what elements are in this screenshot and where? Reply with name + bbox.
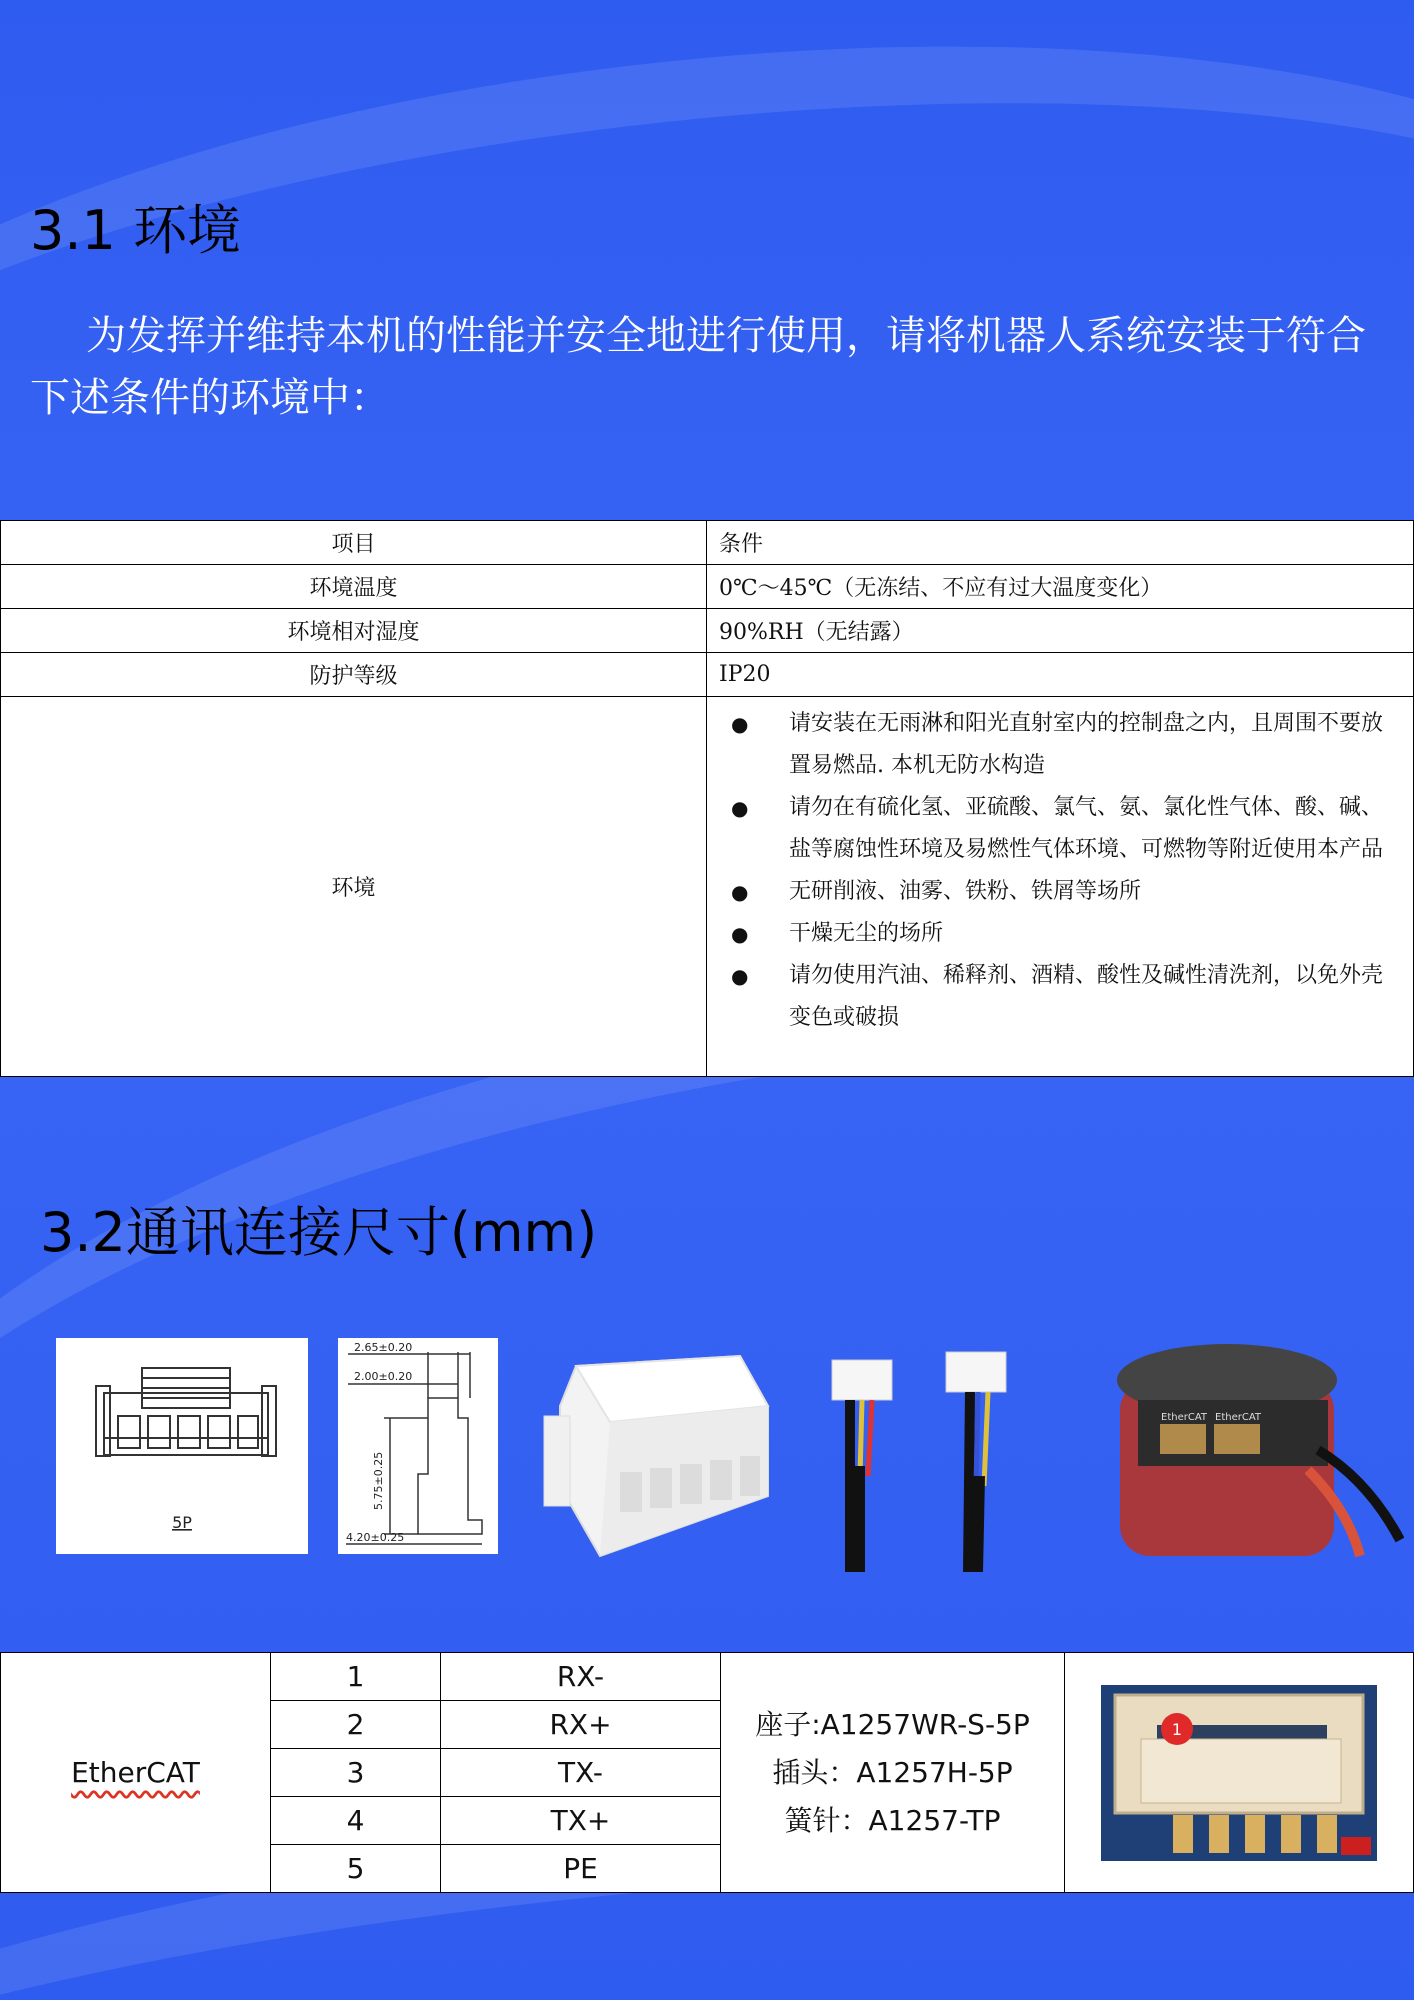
list-item: ● 请勿在有硫化氢、亚硫酸、氯气、氨、氯化性气体、酸、碱、盐等腐蚀性环境及易燃性气体环境、可燃物等附近使用本产品 (719, 787, 1401, 871)
pin-signal: TX- (441, 1749, 721, 1797)
row-condition: 90%RH（无结露） (707, 609, 1414, 653)
dimension-label: 2.65±0.20 (354, 1341, 413, 1354)
pin-part-number: 簧针：A1257-TP (784, 1803, 1001, 1837)
pin-number: 1 (271, 1653, 441, 1701)
connector-side-drawing (338, 1338, 498, 1554)
connector-front-svg (56, 1338, 308, 1554)
pcb-connector-photo (1101, 1685, 1377, 1861)
pin-number: 4 (271, 1797, 441, 1845)
connector-pin-count-label: 5P (172, 1513, 192, 1532)
interface-name-cell (1, 1653, 271, 1893)
pin-signal: PE (441, 1845, 721, 1893)
connector-side-svg (338, 1338, 498, 1554)
connector-photo-cell (1065, 1653, 1414, 1893)
dimension-label: 2.00±0.20 (354, 1370, 413, 1383)
pin-signal: RX- (441, 1653, 721, 1701)
motor-port-label: EtherCAT (1161, 1412, 1207, 1423)
pin-number: 2 (271, 1701, 441, 1749)
table-row (1, 565, 1414, 609)
pin-signal: RX+ (441, 1701, 721, 1749)
table-row (1, 1653, 1414, 1701)
header-condition: 条件 (707, 521, 1414, 565)
dimension-label: 5.75±0.25 (372, 1451, 385, 1510)
table-row (1, 697, 1414, 1077)
socket-part-number: 座子:A1257WR-S-5P (755, 1707, 1030, 1741)
pin-signal: TX+ (441, 1797, 721, 1845)
connector-housing-svg (540, 1346, 804, 1560)
list-item: ● 无研削液、油雾、铁粉、铁屑等场所 (719, 871, 1401, 913)
plug-part-number: 插头：A1257H-5P (772, 1755, 1013, 1789)
motor-photo (1098, 1340, 1404, 1560)
part-numbers-cell (721, 1653, 1065, 1893)
intro-paragraph: 为发挥并维持本机的性能并安全地进行使用，请将机器人系统安装于符合下述条件的环境中： (30, 313, 1366, 421)
row-condition-list (707, 697, 1414, 1077)
environment-table (0, 520, 1414, 1077)
table-header-row (1, 521, 1414, 565)
pin-number: 5 (271, 1845, 441, 1893)
list-item: ● 请安装在无雨淋和阳光直射室内的控制盘之内，且周围不要放置易燃品. 本机无防水构造 (719, 703, 1401, 787)
motor-svg (1098, 1340, 1404, 1560)
cable-photo (820, 1346, 1020, 1572)
section-title-environment: 3.1 环境 (30, 199, 242, 262)
cable-svg (820, 1346, 1020, 1572)
row-item: 环境 (1, 697, 707, 1077)
dimension-label: 4.20±0.25 (346, 1531, 405, 1544)
bullet-list (719, 697, 1401, 1039)
interface-name: EtherCAT (71, 1756, 200, 1789)
connector-housing-photo (540, 1346, 804, 1560)
row-condition: 0℃～45℃（无冻结、不应有过大温度变化） (707, 565, 1414, 609)
connector-pin-table (0, 1652, 1414, 1893)
pin-number: 3 (271, 1749, 441, 1797)
connector-front-drawing (56, 1338, 308, 1554)
row-item: 环境相对湿度 (1, 609, 707, 653)
photo-badge-number: 1 (1171, 1719, 1183, 1739)
header-item: 项目 (1, 521, 707, 565)
list-item: ● 干燥无尘的场所 (719, 913, 1401, 955)
row-item: 防护等级 (1, 653, 707, 697)
section-title-dimensions: 3.2通讯连接尺寸(mm) (40, 1201, 598, 1264)
row-condition: IP20 (707, 653, 1414, 697)
motor-port-label: EtherCAT (1215, 1412, 1261, 1423)
list-item: ● 请勿使用汽油、稀释剂、酒精、酸性及碱性清洗剂，以免外壳变色或破损 (719, 955, 1401, 1039)
table-row (1, 653, 1414, 697)
row-item: 环境温度 (1, 565, 707, 609)
table-row (1, 609, 1414, 653)
